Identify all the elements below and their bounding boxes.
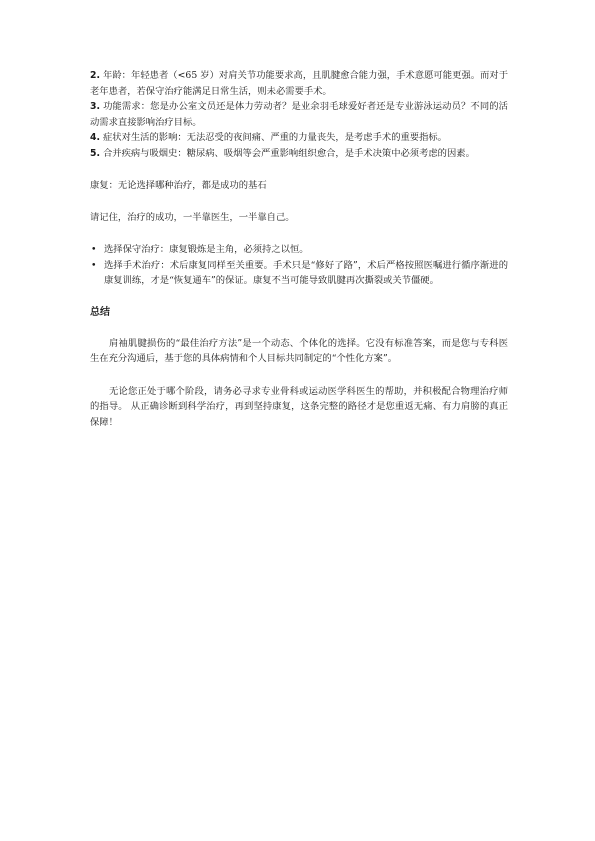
factor-text: 合并疾病与吸烟史：糖尿病、吸烟等会严重影响组织愈合，是手术决策中必须考虑的因素。 [102, 147, 475, 159]
factor-number: 2. [90, 70, 101, 81]
rehab-bullet-list [90, 242, 508, 289]
bullet-text: 选择手术治疗：术后康复同样至关重要。手术只是“修好了路”，术后严格按照医嘱进行循序渐进的康复训练，才是“恢复通车”的保证。康复不当可能导致肌腱再次撕裂或关节僵硬。 [104, 259, 508, 286]
factor-item-age [90, 68, 508, 99]
factor-number: 3. [90, 101, 101, 112]
bullet-icon: • [91, 244, 97, 255]
summary-heading: 总结 [90, 306, 110, 318]
factor-item-symptoms [90, 130, 508, 146]
summary-paragraph-2: 无论您正处于哪个阶段，请务必寻求专业骨科或运动医学科医生的帮助，并积极配合物理治疗师的指导。 从正确诊断到科学治疗，再到坚持康复，这条完整的路径才是您重返无痛、有力肩膀的真正保障！ [90, 385, 508, 428]
factor-item-comorbidity [90, 146, 508, 162]
bullet-icon: • [91, 259, 97, 271]
bullet-text: 选择保守治疗：康复锻炼是主角，必须持之以恒。 [104, 244, 309, 255]
summary-paragraph-1: 肩袖肌腱损伤的“最佳治疗方法”是一个动态、个体化的选择。它没有标准答案，而是您与专科医生在充分沟通后，基于您的具体病情和个人目标共同制定的“个性化方案”。 [90, 337, 508, 364]
factor-text: 年龄：年轻患者（<65 岁）对肩关节功能要求高，且肌腱愈合能力强，手术意愿可能更强。而对于老年患者，若保守治疗能满足日常生活，则未必需要手术。 [90, 70, 508, 97]
remember-text: 请记住，治疗的成功，一半靠医生，一半靠自己。 [90, 211, 295, 223]
factor-number: 5. [90, 147, 101, 159]
bullet-item-conservative [90, 242, 508, 258]
document-content [90, 68, 508, 430]
factor-text: 功能需求：您是办公室文员还是体力劳动者？是业余羽毛球爱好者还是专业游泳运动员？不同的活动需求直接影响治疗目标。 [90, 101, 508, 128]
factor-item-function [90, 99, 508, 130]
decision-factors-list [90, 68, 508, 161]
rehab-section-title: 康复：无论选择哪种治疗，都是成功的基石 [90, 180, 267, 191]
factor-number: 4. [90, 132, 101, 143]
bullet-item-surgery [90, 258, 508, 289]
factor-text: 症状对生活的影响：无法忍受的夜间痛、严重的力量丧失，是考虑手术的重要指标。 [102, 132, 447, 143]
